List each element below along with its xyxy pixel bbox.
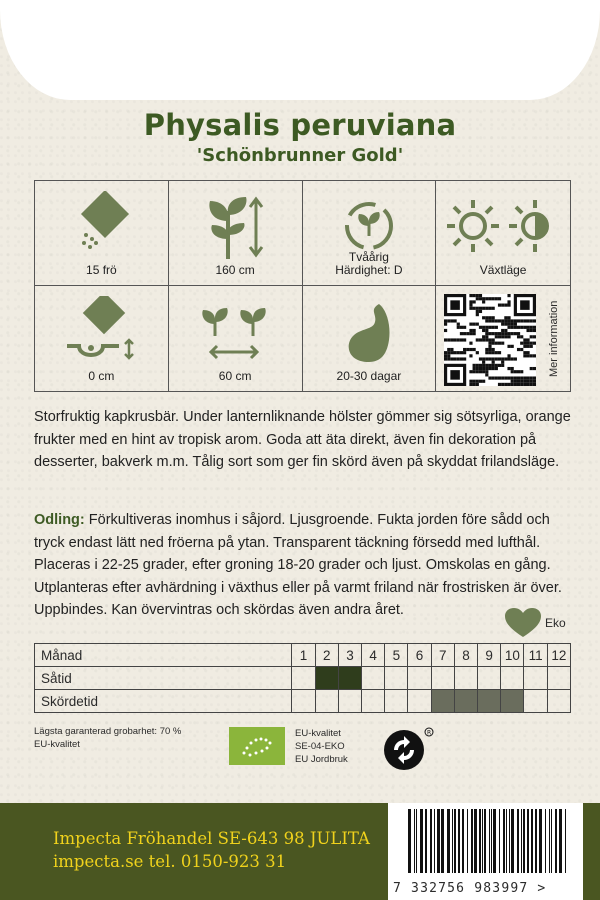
sun-partial-shade-icon: [436, 191, 570, 261]
company-info: [53, 827, 370, 873]
calendar-month-2: 2: [315, 644, 338, 667]
germination-guarantee: [34, 725, 181, 751]
plant-spacing-icon: [169, 296, 302, 366]
plant-spacing-cell: [169, 286, 303, 391]
plant-height-cell: [169, 181, 303, 286]
lifecycle-type: Tvåårig: [348, 250, 389, 264]
calendar-cell: [362, 667, 385, 690]
calendar-row: [35, 667, 571, 690]
product-title: Physalis peruviana: [143, 108, 457, 142]
plant-height-label: 160 cm: [215, 263, 255, 277]
calendar-cell: [338, 690, 361, 713]
calendar-month-12: 12: [547, 644, 570, 667]
svg-text:R: R: [427, 729, 432, 737]
calendar-cell: [292, 667, 315, 690]
calendar-cell: [454, 667, 477, 690]
germination-icon: [303, 296, 436, 366]
barcode-number: 7 332756 983997 >: [393, 881, 547, 896]
seed-packet-icon: [35, 191, 168, 261]
calendar-month-8: 8: [454, 644, 477, 667]
company-contact: impecta.se tel. 0150-923 31: [53, 852, 287, 871]
sowing-depth-icon: [35, 296, 168, 366]
calendar-cell: [408, 690, 431, 713]
barcode-bars: [406, 809, 571, 873]
calendar-cell-active: [478, 690, 501, 713]
plant-height-icon: [169, 191, 302, 261]
calendar-cell: [547, 667, 570, 690]
company-address: Impecta Fröhandel SE-643 98 JULITA: [53, 829, 370, 848]
qr-code-icon[interactable]: [444, 294, 536, 391]
barcode: [388, 803, 583, 900]
eko-badge: [505, 608, 566, 638]
seed-count-label: 15 frö: [86, 263, 117, 277]
calendar-row: [35, 690, 571, 713]
eu-certification: [295, 727, 348, 766]
calendar-cell-active: [338, 667, 361, 690]
info-icon-grid: [34, 180, 571, 392]
calendar-cell: [362, 690, 385, 713]
calendar-cell-active: [431, 690, 454, 713]
calendar-cell: [524, 667, 547, 690]
sowing-depth-cell: [35, 286, 169, 391]
calendar-cell: [524, 690, 547, 713]
germination-label: 20-30 dagar: [336, 369, 402, 383]
calendar-month-5: 5: [385, 644, 408, 667]
germination-cell: [303, 286, 437, 391]
heart-icon: [505, 608, 541, 638]
sowing-depth-label: 0 cm: [88, 369, 115, 383]
cultivation-heading: Odling:: [34, 512, 85, 528]
more-info-label: Mer information: [548, 300, 560, 377]
eu-cert-origin: EU Jordbruk: [295, 754, 348, 765]
calendar-cell: [501, 667, 524, 690]
lifecycle-label: [303, 251, 436, 277]
calendar-cell-active: [501, 690, 524, 713]
eu-cert-code: SE-04-EKO: [295, 741, 345, 752]
sowing-harvest-calendar: [34, 643, 571, 713]
calendar-cell: [292, 690, 315, 713]
calendar-month-9: 9: [478, 644, 501, 667]
calendar-cell: [315, 690, 338, 713]
calendar-cell: [408, 667, 431, 690]
position-cell: [436, 181, 570, 286]
hang-tab-cutout: [0, 0, 600, 100]
hardiness-zone: Härdighet: D: [335, 263, 403, 277]
plant-spacing-label: 60 cm: [218, 369, 252, 383]
eko-label: Eko: [545, 616, 566, 630]
cultivation-instructions: [34, 509, 574, 622]
calendar-month-6: 6: [408, 644, 431, 667]
calendar-month-10: 10: [501, 644, 524, 667]
calendar-month-1: 1: [292, 644, 315, 667]
qr-cell: [436, 286, 570, 391]
calendar-cell: [547, 690, 570, 713]
calendar-row-label: Såtid: [35, 667, 292, 690]
product-description: Storfruktig kapkrusbär. Under lanternliknande hölster gömmer sig sötsyrliga, orange frukter med en hint av tropisk arom. Goda att äta direkt, även fin dekoration på desserter, bakverk m.m. Tålig sort som ger fin skörd även på skyddat frilandsläge.: [34, 409, 571, 470]
calendar-cell-active: [454, 690, 477, 713]
calendar-month-3: 3: [338, 644, 361, 667]
eu-cert-quality: EU-kvalitet: [295, 728, 341, 739]
quality-note: EU-kvalitet: [34, 739, 80, 750]
calendar-month-7: 7: [431, 644, 454, 667]
calendar-month-4: 4: [362, 644, 385, 667]
calendar-cell: [385, 667, 408, 690]
cultivation-text: Förkultiveras inomhus i såjord. Ljusgroende. Fukta jorden före sådd och tryck endast lätt ned fröerna på ytan. Transparent täckning försedd med lufthål. Placeras i 22-25 grader, efter groning 18-20 grader och ljust. Omskolas en gång. Utplanteras efter avhärdning i växthus eller på varmt friland när frostrisken är över. Uppbindes. Kan övervintras och skördas även andra året.: [34, 512, 562, 618]
calendar-month-11: 11: [524, 644, 547, 667]
calendar-row-label: Skördetid: [35, 690, 292, 713]
calendar-cell-active: [315, 667, 338, 690]
seed-count-cell: [35, 181, 169, 286]
lifecycle-cell: [303, 181, 437, 286]
position-label: Växtläge: [479, 263, 527, 277]
calendar-cell: [431, 667, 454, 690]
calendar-month-header: Månad: [35, 644, 292, 667]
germination-rate: Lägsta garanterad grobarhet: 70 %: [34, 726, 182, 737]
eu-organic-leaf-logo: [229, 727, 285, 765]
calendar-cell: [385, 690, 408, 713]
green-dot-recycling-icon: [382, 726, 436, 777]
calendar-cell: [478, 667, 501, 690]
variety-name: 'Schönbrunner Gold': [196, 145, 404, 166]
